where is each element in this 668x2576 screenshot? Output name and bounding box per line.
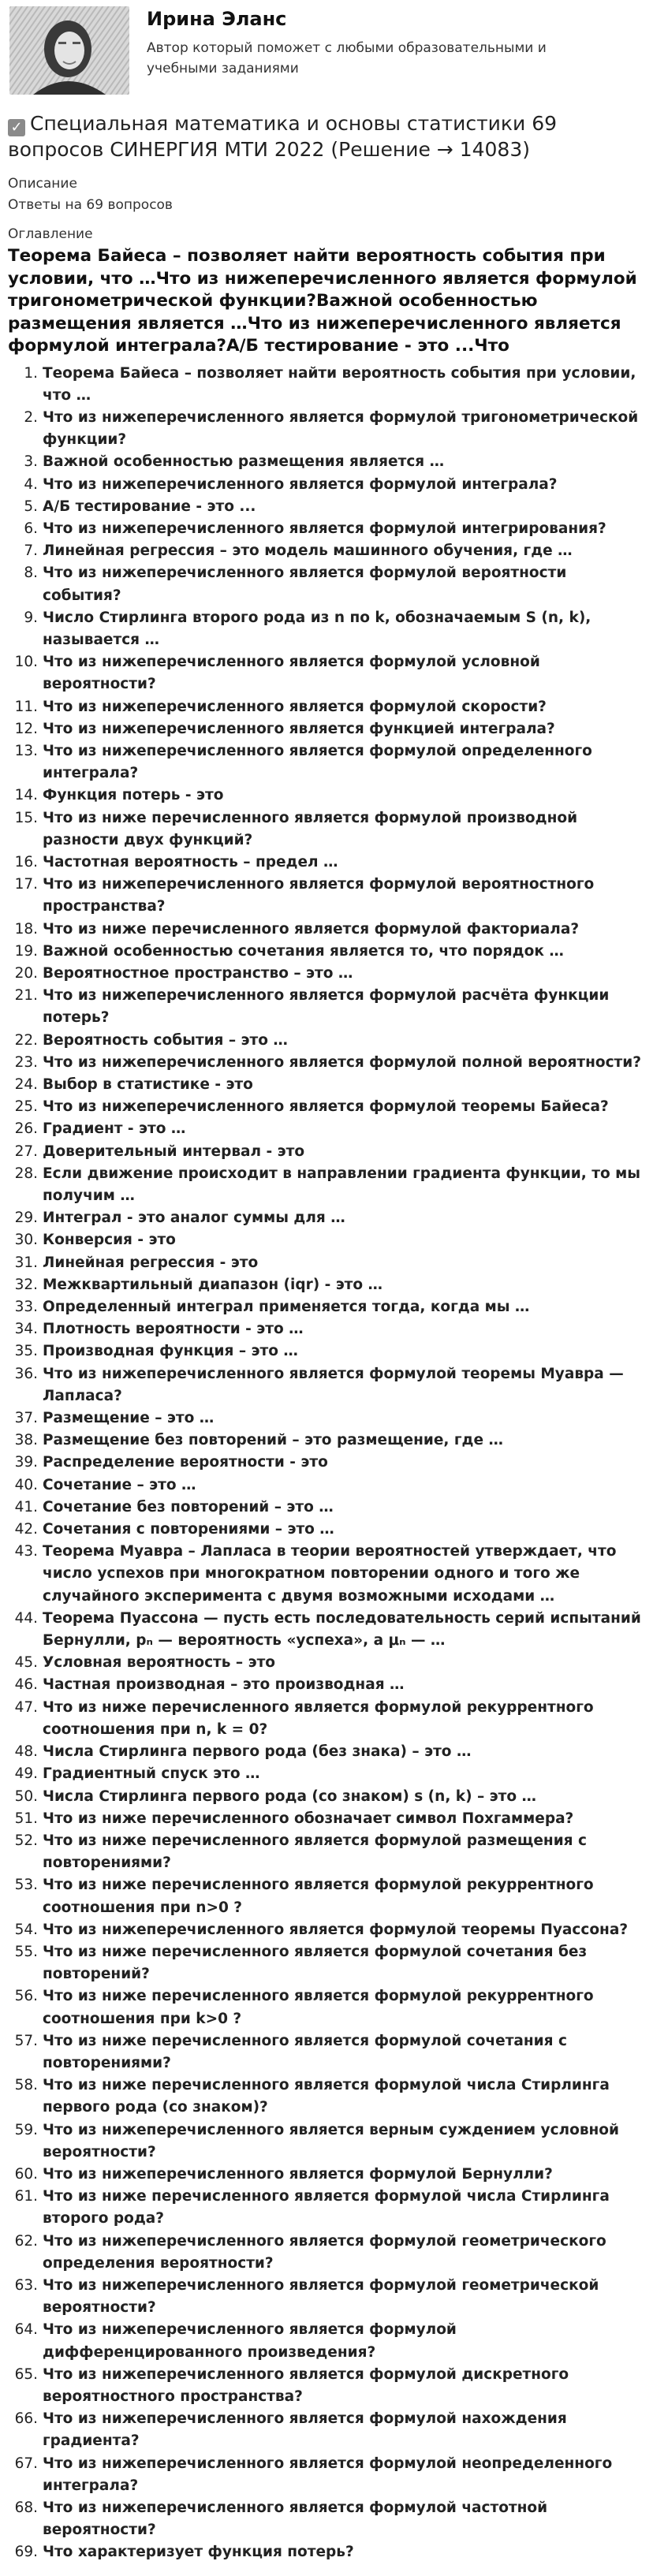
question-item — [8, 1741, 668, 1763]
question-text: Что из нижеперечисленного является формулой нахождения градиента? — [43, 2410, 567, 2450]
question-text: Выбор в статистике - это — [43, 1076, 253, 1093]
question-item — [8, 1652, 668, 1674]
question-item — [8, 1118, 668, 1140]
question-number: 65. — [14, 2365, 38, 2383]
question-item — [8, 1096, 668, 1118]
author-description: Автор который поможет с любыми образовательными и учебными заданиями — [147, 40, 547, 76]
question-number: 60. — [14, 2165, 38, 2183]
question-item — [8, 1830, 668, 1874]
question-number: 47. — [14, 1698, 38, 1716]
question-text: Что из нижеперечисленного является формулой геометрической вероятности? — [43, 2276, 599, 2317]
question-item — [8, 740, 668, 785]
question-text: Частотная вероятность – предел … — [43, 853, 338, 870]
question-text: Межквартильный диапазон (iqr) - это … — [43, 1276, 383, 1293]
question-item — [8, 696, 668, 718]
question-text: Что из ниже перечисленного является формулой рекуррентного соотношения при n, k = 0? — [43, 1698, 594, 1738]
question-text: Что из нижеперечисленного является формулой неопределенного интеграла? — [43, 2455, 613, 2494]
question-number: 9. — [24, 609, 38, 626]
question-item — [8, 1074, 668, 1096]
question-item — [8, 1407, 668, 1430]
avatar-photo — [9, 6, 129, 95]
question-number: 66. — [14, 2410, 38, 2428]
question-number: 46. — [14, 1676, 38, 1694]
question-text: Что из нижеперечисленного является формулой расчёта функции потерь? — [43, 987, 610, 1027]
question-item — [8, 807, 668, 852]
question-number: 13. — [14, 742, 38, 759]
author-avatar[interactable] — [9, 6, 129, 95]
question-number: 14. — [14, 787, 38, 804]
work-title-text: Специальная математика и основы статистики 69 вопросов СИНЕРГИЯ МТИ 2022 (Решение → 14083) — [8, 112, 558, 161]
question-item — [8, 718, 668, 740]
question-item — [8, 1608, 668, 1652]
question-number: 2. — [24, 408, 38, 426]
question-text: Плотность вероятности - это … — [43, 1321, 304, 1338]
question-list — [8, 363, 668, 2564]
question-item — [8, 1763, 668, 1785]
question-text: Что из ниже перечисленного является формулой рекуррентного соотношения при k>0 ? — [43, 1988, 594, 2027]
question-item — [8, 651, 668, 695]
question-item — [8, 1363, 668, 1407]
question-number: 40. — [14, 1476, 38, 1493]
question-item — [8, 785, 668, 807]
question-number: 28. — [14, 1165, 38, 1182]
question-item — [8, 1874, 668, 1918]
question-number: 22. — [14, 1031, 38, 1049]
question-item — [8, 985, 668, 1029]
question-text: Размещение – это … — [43, 1410, 215, 1427]
question-item — [8, 1207, 668, 1229]
question-text: Линейная регрессия – это модель машинного обучения, где … — [43, 542, 573, 560]
question-item — [8, 1030, 668, 1052]
question-item — [8, 607, 668, 651]
question-item — [8, 1808, 668, 1830]
question-item — [8, 1296, 668, 1318]
question-text: Производная функция – это … — [43, 1343, 298, 1360]
question-text: Функция потерь - это — [43, 787, 224, 804]
question-number: 35. — [14, 1343, 38, 1360]
question-text: Что из нижеперечисленного является формулой геометрического определения вероятности? — [43, 2232, 606, 2272]
author-info — [147, 6, 588, 79]
question-number: 59. — [14, 2121, 38, 2138]
question-number: 15. — [14, 809, 38, 826]
question-item — [8, 2275, 668, 2319]
question-item — [8, 1229, 668, 1251]
question-number: 29. — [14, 1210, 38, 1227]
question-text: Условная вероятность – это — [43, 1654, 275, 1672]
question-number: 24. — [14, 1076, 38, 1093]
question-text: Размещение без повторений – это размещение, где … — [43, 1432, 503, 1449]
question-number: 61. — [14, 2188, 38, 2205]
question-number: 62. — [14, 2232, 38, 2250]
question-number: 50. — [14, 1788, 38, 1805]
question-text: Вероятность события – это … — [43, 1031, 288, 1049]
question-number: 33. — [14, 1299, 38, 1316]
question-number: 5. — [24, 498, 38, 515]
question-text: Конверсия - это — [43, 1232, 176, 1249]
question-number: 67. — [14, 2455, 38, 2472]
question-number: 4. — [24, 475, 38, 493]
question-text: Если движение происходит в направлении градиента функции, то мы получим … — [43, 1165, 640, 1205]
question-text: Что из нижеперечисленного является формулой вероятностного пространства? — [43, 876, 595, 915]
question-text: Сочетание – это … — [43, 1476, 196, 1493]
question-number: 45. — [14, 1654, 38, 1672]
question-number: 20. — [14, 964, 38, 982]
question-number: 12. — [14, 720, 38, 737]
question-text: Что из нижеперечисленного является формулой теоремы Байеса? — [43, 1098, 609, 1116]
question-text: Число Стирлинга второго рода из n по k, обозначаемым S (n, k), называется … — [43, 609, 591, 648]
question-text: Что из нижеперечисленного является формулой теоремы Муавра — Лапласа? — [43, 1365, 624, 1404]
answers-count-label: Ответы на 69 вопросов — [8, 197, 173, 213]
question-number: 68. — [14, 2500, 38, 2516]
question-number: 26. — [14, 1120, 38, 1138]
question-number: 55. — [14, 1943, 38, 1960]
question-item — [8, 474, 668, 496]
question-number: 23. — [14, 1053, 38, 1071]
question-number: 37. — [14, 1410, 38, 1427]
question-text: Что из ниже перечисленного является формулой числа Стирлинга второго рода? — [43, 2188, 610, 2227]
question-item — [8, 496, 668, 518]
question-text: Что из нижеперечисленного является формулой теоремы Пуассона? — [43, 1921, 629, 1938]
question-number: 63. — [14, 2276, 38, 2294]
question-number: 69. — [14, 2544, 38, 2561]
question-text: Что характеризует функция потерь? — [43, 2544, 354, 2561]
question-number: 27. — [14, 1143, 38, 1160]
question-text: Числа Стирлинга первого рода (со знаком) s (n, k) – это … — [43, 1788, 537, 1805]
question-text: Линейная регрессия - это — [43, 1254, 259, 1271]
question-number: 58. — [14, 2077, 38, 2094]
question-text: Распределение вероятности - это — [43, 1454, 328, 1471]
question-item — [8, 1985, 668, 2030]
question-text: Что из нижеперечисленного является формулой скорости? — [43, 698, 547, 715]
question-item — [8, 2408, 668, 2452]
question-number: 19. — [14, 942, 38, 960]
question-number: 64. — [14, 2321, 38, 2339]
question-text: Что из нижеперечисленного является функцией интеграла? — [43, 720, 555, 737]
question-item — [8, 1941, 668, 1985]
question-text: Что из ниже перечисленного является формулой рекуррентного соотношения при n>0 ? — [43, 1877, 594, 1916]
question-text: Что из нижеперечисленного является формулой полной вероятности? — [43, 1053, 641, 1071]
question-text: Что из нижеперечисленного является формулой дифференцированного произведения? — [43, 2321, 457, 2361]
question-item — [8, 407, 668, 451]
question-item — [8, 1052, 668, 1074]
question-item — [8, 1318, 668, 1340]
question-text: Что из ниже перечисленного является формулой производной разности двух функций? — [43, 809, 578, 848]
question-number: 53. — [14, 1877, 38, 1894]
question-number: 42. — [14, 1521, 38, 1538]
question-text: Что из ниже перечисленного является формулой факториала? — [43, 920, 580, 938]
question-number: 51. — [14, 1810, 38, 1827]
question-item — [8, 1163, 668, 1207]
question-number: 34. — [14, 1321, 38, 1338]
question-text: Градиентный спуск это … — [43, 1765, 260, 1783]
question-item — [8, 941, 668, 963]
question-text: Что из нижеперечисленного является формулой условной вероятности? — [43, 654, 540, 693]
question-number: 54. — [14, 1921, 38, 1938]
question-text: Что из нижеперечисленного является формулой интеграла? — [43, 475, 558, 493]
question-text: Что из нижеперечисленного является формулой интегрирования? — [43, 520, 606, 537]
question-number: 21. — [14, 987, 38, 1005]
question-item — [8, 2164, 668, 2186]
question-item — [8, 2075, 668, 2119]
question-number: 31. — [14, 1254, 38, 1271]
question-text: Что из нижеперечисленного является формулой тригонометрической функции? — [43, 408, 639, 449]
question-number: 48. — [14, 1743, 38, 1761]
question-number: 3. — [24, 453, 38, 471]
question-text: Что из нижеперечисленного является верным суждением условной вероятности? — [43, 2121, 619, 2160]
question-item — [8, 1430, 668, 1452]
question-item — [8, 1252, 668, 1274]
question-number: 39. — [14, 1454, 38, 1471]
question-item — [8, 874, 668, 918]
question-number: 16. — [14, 853, 38, 870]
question-text: Важной особенностью размещения является … — [43, 453, 445, 471]
question-item — [8, 540, 668, 562]
question-item — [8, 852, 668, 874]
question-text: Что из ниже перечисленного является формулой размещения с повторениями? — [43, 1832, 587, 1872]
question-text: Что из ниже перечисленного является формулой числа Стирлинга первого рода (со знаком)? — [43, 2077, 610, 2116]
question-item — [8, 2030, 668, 2075]
question-number: 7. — [24, 542, 38, 560]
question-text: Теорема Байеса – позволяет найти вероятность события при условии, что … — [43, 364, 636, 404]
question-item — [8, 451, 668, 473]
question-number: 52. — [14, 1832, 38, 1849]
question-text: Теорема Пуассона — пусть есть последовательность серий испытаний Бернулли, pₙ — вероятность «успеха», а μₙ — … — [43, 1609, 641, 1650]
question-number: 25. — [14, 1098, 38, 1116]
question-number: 10. — [14, 654, 38, 671]
question-item — [8, 2541, 668, 2563]
question-item — [8, 518, 668, 540]
question-text: Определенный интеграл применяется тогда, когда мы … — [43, 1299, 530, 1316]
description-label: Описание — [8, 176, 77, 192]
question-item — [8, 562, 668, 606]
question-item — [8, 1452, 668, 1474]
question-number: 43. — [14, 1543, 38, 1560]
question-number: 11. — [14, 698, 38, 715]
question-item — [8, 363, 668, 407]
question-number: 1. — [24, 364, 38, 382]
question-number: 17. — [14, 876, 38, 893]
author-name[interactable]: Ирина Эланс — [147, 8, 287, 30]
question-number: 8. — [24, 565, 38, 582]
question-item — [8, 2186, 668, 2230]
checkmark-icon: ✓ — [8, 119, 25, 136]
question-text: Градиент - это … — [43, 1120, 186, 1138]
question-item — [8, 963, 668, 985]
question-text: Доверительный интервал - это — [43, 1143, 305, 1160]
question-number: 18. — [14, 920, 38, 938]
question-text: Что из ниже перечисленного является формулой сочетания с повторениями? — [43, 2032, 567, 2071]
question-number: 44. — [14, 1609, 38, 1627]
question-number: 36. — [14, 1365, 38, 1382]
question-text: Теорема Муавра – Лапласа в теории вероятностей утверждает, что число успехов при многократном повторении одного и того же случайного эксперимента с двумя возможными исходами … — [43, 1543, 617, 1605]
question-number: 56. — [14, 1988, 38, 2005]
question-text: Что из ниже перечисленного обозначает символ Похгаммера? — [43, 1810, 574, 1827]
question-text: Что из нижеперечисленного является формулой Бернулли? — [43, 2165, 553, 2183]
question-item — [8, 1519, 668, 1541]
question-number: 30. — [14, 1232, 38, 1249]
question-item — [8, 1274, 668, 1296]
question-item — [8, 2319, 668, 2363]
question-item — [8, 1497, 668, 1519]
question-text: Что из нижеперечисленного является формулой частотной вероятности? — [43, 2500, 548, 2539]
question-number: 32. — [14, 1276, 38, 1293]
question-item — [8, 1541, 668, 1608]
question-text: Что из нижеперечисленного является формулой дискретного вероятностного пространства? — [43, 2365, 569, 2405]
question-item — [8, 2364, 668, 2408]
question-text: Числа Стирлинга первого рода (без знака) – это … — [43, 1743, 472, 1761]
question-number: 38. — [14, 1432, 38, 1449]
question-text: Что из нижеперечисленного является формулой вероятности события? — [43, 565, 567, 604]
question-item — [8, 2231, 668, 2275]
question-text: Сочетания с повторениями – это … — [43, 1521, 334, 1538]
question-item — [8, 2453, 668, 2497]
question-text: Сочетание без повторений – это … — [43, 1498, 334, 1515]
work-title — [8, 110, 668, 162]
question-text: Что из нижеперечисленного является формулой определенного интеграла? — [43, 742, 592, 782]
question-item — [8, 1786, 668, 1808]
question-item — [8, 1919, 668, 1941]
toc-label: Оглавление — [8, 226, 93, 242]
question-text: Вероятностное пространство – это … — [43, 964, 353, 982]
question-item — [8, 919, 668, 941]
question-item — [8, 1697, 668, 1741]
question-item — [8, 2119, 668, 2164]
question-text: Важной особенностью сочетания является то, что порядок … — [43, 942, 564, 960]
question-item — [8, 1141, 668, 1163]
question-number: 6. — [24, 520, 38, 537]
author-card — [8, 0, 668, 101]
question-number: 41. — [14, 1498, 38, 1515]
question-item — [8, 1674, 668, 1696]
question-text: Интеграл - это аналог суммы для … — [43, 1210, 345, 1227]
question-text: Частная производная – это производная … — [43, 1676, 405, 1694]
question-text: Что из ниже перечисленного является формулой сочетания без повторений? — [43, 1943, 588, 1983]
question-number: 49. — [14, 1765, 38, 1783]
question-number: 57. — [14, 2032, 38, 2049]
question-text: А/Б тестирование - это ... — [43, 498, 256, 515]
question-item — [8, 2497, 668, 2541]
question-item — [8, 1340, 668, 1363]
question-item — [8, 1474, 668, 1497]
toc-heading: Теорема Байеса – позволяет найти вероятность события при условии, что …Что из нижеперечисленного является формулой тригонометрической функции?Важной особенностью размещения является …Что из нижеперечисленного является формулой интеграла?А/Б тестирование - это ...Что — [8, 246, 637, 356]
